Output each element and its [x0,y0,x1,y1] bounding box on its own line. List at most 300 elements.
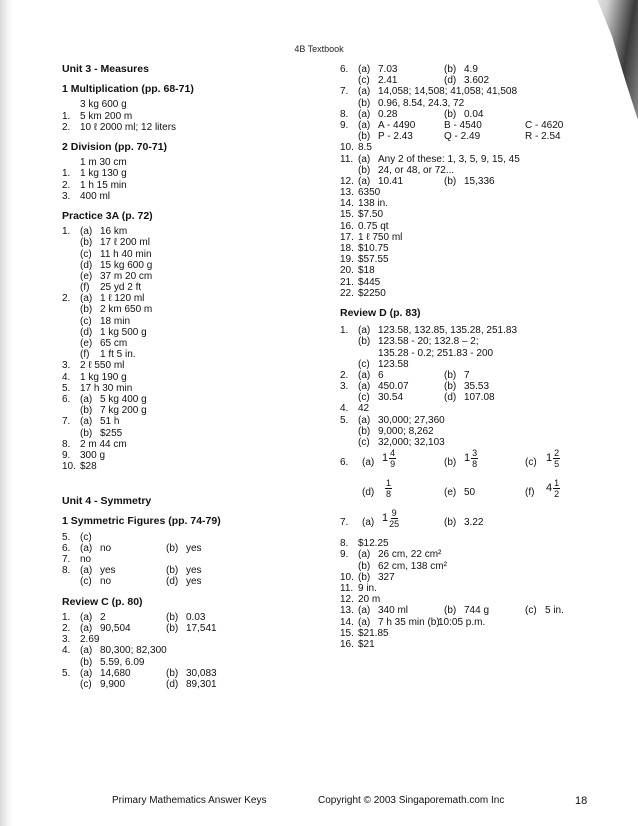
left-column [62,64,326,690]
item-number: 13. [340,605,354,617]
answer-text: 135.28 - 0.2; 251.83 - 200 [378,347,494,359]
fraction [471,448,478,469]
answer-line [340,325,620,336]
item-number: 10. [62,461,76,473]
item-number: 7. [340,517,349,529]
item-number: 14. [340,198,354,210]
fraction-whole: 4 [546,482,553,495]
answer-line [340,187,620,198]
answer-text: 1 kg 500 g [100,326,147,338]
part-label: (a) [358,325,371,337]
answer-line [62,612,326,623]
item-number: 1. [340,325,349,337]
answer-text: 17 ℓ 200 ml [100,237,150,249]
mixed-fraction [546,478,560,499]
part-label: (b) [358,560,371,572]
answer-text: 7 [464,369,470,381]
part-label: (b) [444,381,457,393]
mixed-fraction [382,508,399,529]
fraction-numerator: 1 [554,478,560,489]
right-column [340,64,620,650]
answer-text: 10.41 [378,175,404,187]
item-number: 8. [340,538,349,550]
answer-line [340,86,620,97]
answer-text: 30,000; 27,360 [378,414,445,426]
part-label: (b) [80,656,93,668]
part-label: (c) [80,315,92,327]
answer-text: Any 2 of these: 1, 3, 5, 9, 15, 45 [378,153,520,165]
answer-text: 2 m 44 cm [80,438,127,450]
answer-text: $21 [358,638,375,650]
part-label: (b) [444,175,457,187]
answer-text: 30,083 [186,667,217,679]
answer-line [340,98,620,109]
answer-line [340,617,620,628]
answer-line [340,64,620,75]
fraction-whole: 1 [382,512,389,525]
answer-line [62,372,326,383]
part-label: (b) [166,611,179,623]
answer-line-fractions [340,508,620,538]
answer-text: A - 4490 [378,119,416,131]
answer-text: yes [186,576,202,588]
answer-line [62,428,326,439]
answer-text: $445 [358,276,381,288]
fraction [389,508,399,529]
answer-line [340,221,620,232]
answer-line [340,243,620,254]
answer-text: 4.9 [464,64,478,75]
fraction-numerator: 9 [391,508,397,519]
item-number: 1. [62,168,71,180]
item-number: 4. [340,403,349,415]
answer-line [340,232,620,243]
answer-text: 7 kg 200 g [100,405,147,417]
answer-text: 9,900 [100,678,126,690]
answer-text: no [100,542,112,554]
part-label: (a) [80,622,93,634]
part-label: (f) [80,349,90,361]
part-label: (d) [80,326,93,338]
item-number: 11. [340,153,354,165]
answer-line [62,634,326,645]
item-number: 6. [62,542,71,554]
fraction-whole: 1 [382,452,389,465]
item-number: 6. [62,393,71,405]
part-label: 50 [464,487,476,499]
page-number: 18 [575,795,588,807]
part-label: (b) [80,237,93,249]
answer-line [340,198,620,209]
fraction-denominator: 8 [472,459,478,470]
item-number: 7. [340,86,349,98]
fraction-whole: 1 [464,452,471,465]
answer-text: C - 4620 [525,119,564,131]
answer-line [340,254,620,265]
answer-line [62,316,326,327]
answer-line [340,403,620,414]
answer-text: 0.75 qt [358,220,389,232]
part-label: (b) [358,131,371,143]
answer-text: 2.69 [80,634,100,646]
section-heading: Practice 3A (p. 72) [62,209,153,222]
item-number: 5. [62,382,71,394]
answer-text: yes [186,542,202,554]
fraction [553,448,560,469]
part-label: (a) [80,645,93,657]
answer-text: 744 g [464,605,490,617]
answer-text: $57.55 [358,254,389,266]
item-number: 2. [62,293,71,305]
answer-text: 9,000; 8,262 [378,425,434,437]
section-heading: Review D (p. 83) [340,306,421,319]
answer-line [340,359,620,370]
part-label: (c) [525,605,537,617]
item-number: 1. [62,110,71,122]
answer-text: 3.602 [464,75,490,87]
answer-text: 0.03 [186,611,206,623]
item-number: 2. [62,622,71,634]
part-label: (b) [166,565,179,577]
answer-text: 30.54 [378,392,404,404]
answer-line [62,304,326,315]
item-number: 10. [340,571,354,583]
fraction [389,448,396,469]
item-number: 10. [340,142,354,154]
part-label: (c) [525,457,537,469]
section-heading: Unit 4 - Symmetry [62,495,152,508]
answer-line [340,392,620,403]
section-heading: 1 Multiplication (pp. 68-71) [62,83,194,96]
item-number: 6. [340,64,349,75]
part-label: (c) [80,531,92,543]
answer-line [340,561,620,572]
answer-text: 10:05 p.m. [438,616,486,628]
answer-text: 6 [378,369,384,381]
part-label: (c) [358,392,370,404]
answer-text: 89,301 [186,678,217,690]
part-label: (c) [358,437,370,449]
answer-text: yes [186,565,202,577]
answer-line [62,271,326,282]
part-label: (c) [80,248,92,260]
item-number: 2. [62,121,71,133]
answer-line [62,450,326,461]
part-label: (b) [358,425,371,437]
answer-line [62,122,326,133]
answer-text: 24, or 48, or 72... [378,164,455,176]
part-label: (b) [166,622,179,634]
item-number: 15. [340,209,354,221]
item-number: 4. [62,371,71,383]
item-number: 9. [340,549,349,561]
answer-text: R - 2.54 [525,131,561,143]
answer-line [340,142,620,153]
answer-line [340,426,620,437]
answer-line [62,394,326,405]
answer-line [62,327,326,338]
part-label: (b) [80,405,93,417]
part-label: (a) [80,667,93,679]
answer-text: 450.07 [378,381,409,393]
answer-text: 17 h 30 min [80,382,133,394]
answer-text: 0.96, 8.54, 24.3, 72 [378,97,465,109]
item-number: 18. [340,243,354,254]
part-label: (a) [80,542,93,554]
answer-line [340,605,620,616]
answer-line [340,120,620,131]
answer-line [340,594,620,605]
item-number: 14. [340,616,354,628]
answer-text: 1 ft 5 in. [100,349,136,361]
answer-text: B - 4540 [444,119,482,131]
answer-text: $255 [100,427,123,439]
part-label: (c) [358,75,370,87]
answer-text: 5 kg 400 g [100,393,147,405]
item-number: 7. [62,554,71,566]
fraction [553,478,560,499]
part-label: (a) [362,457,375,469]
answer-text: 11 h 40 min [100,248,152,260]
answer-text: 327 [378,571,395,583]
answer-line [62,565,326,576]
answer-text: 10 ℓ 2000 ml; 12 liters [80,121,177,133]
answer-line [340,109,620,120]
item-number: 11. [340,582,354,594]
fraction-numerator: 1 [386,478,392,489]
item-number: 2. [62,179,71,191]
answer-text: 14,058; 14,508; 41,058; 41,508 [378,86,518,98]
part-label: (d) [80,259,93,271]
answer-text: $28 [80,461,97,473]
fraction-denominator: 8 [386,489,392,500]
answer-text: 20 m [358,594,381,606]
answer-line [62,576,326,587]
item-number: 16. [340,638,354,650]
answer-line [62,237,326,248]
mixed-fraction [546,448,560,469]
answer-text: 138 in. [358,198,389,210]
answer-text: 35.53 [464,381,490,393]
answer-line [62,532,326,543]
answer-line [62,111,326,122]
answer-line [340,583,620,594]
mixed-fraction [382,448,396,469]
answer-line [340,572,620,583]
part-label: (a) [362,517,375,529]
answer-text: 17,541 [186,622,217,634]
part-label: (e) [444,487,457,499]
answer-text: no [100,576,112,588]
item-number: 3. [62,190,71,202]
part-label: (c) [80,678,92,690]
item-number: 7. [62,416,71,428]
answer-text: P - 2.43 [378,131,413,143]
item-number: 3. [340,381,349,393]
answer-text: 1 kg 130 g [80,168,127,180]
answer-text: 3 kg 600 g [80,99,127,111]
item-number: 12. [340,594,354,606]
part-label: (a) [358,119,371,131]
answer-line [340,75,620,86]
answer-text: 400 ml [80,190,111,202]
answer-line [62,293,326,304]
answer-line [62,349,326,360]
page-shadow-edge [0,0,14,826]
answer-line [340,348,620,359]
answer-line [62,180,326,191]
answer-text: 2 km 650 m [100,304,153,316]
part-label: (a) [80,611,93,623]
answer-line [62,657,326,668]
answer-line [62,668,326,679]
fraction-numerator: 4 [390,448,396,459]
item-number: 3. [62,360,71,372]
answer-line [62,554,326,565]
answer-text: 340 ml [378,605,409,617]
fraction-denominator: 9 [390,459,396,470]
part-label: (b) [444,605,457,617]
answer-text: 5 km 200 m [80,110,133,122]
part-label: (b) [80,304,93,316]
item-number: 6. [340,457,349,469]
answer-text: 15 kg 600 g [100,259,153,271]
part-label: (b) [444,517,457,529]
answer-text: 9 in. [358,582,377,594]
answer-line [62,360,326,371]
section-heading: Review C (p. 80) [62,595,143,608]
answer-text: 107.08 [464,392,495,404]
part-label: (d) [444,75,457,87]
answer-line [62,249,326,260]
answer-text: 0.28 [378,108,398,120]
answer-line [340,131,620,142]
part-label: (f) [80,282,90,294]
answer-line [62,543,326,554]
answer-line [340,538,620,549]
item-number: 21. [340,276,354,288]
part-label: (d) [362,487,375,499]
item-number: 5. [62,667,71,679]
answer-text: 123.58, 132.85, 135.28, 251.83 [378,325,518,337]
answer-line [62,439,326,450]
part-label: (b) [358,164,371,176]
part-label: (a) [358,414,371,426]
part-label: (f) [525,487,535,499]
answer-text: 51 h [100,416,120,428]
part-label: (d) [166,678,179,690]
answer-line [340,415,620,426]
answer-line [340,165,620,176]
answer-line [340,209,620,220]
part-label: (b) [166,542,179,554]
answer-text: 1 ℓ 750 ml [358,231,403,243]
part-label: (a) [358,86,371,98]
item-number: 12. [340,175,354,187]
answer-text: no [80,554,92,566]
answer-line [340,639,620,650]
answer-line [340,277,620,288]
part-label: (b) [358,97,371,109]
part-label: (a) [358,64,371,75]
mixed-fraction [464,448,478,469]
item-number: 13. [340,187,354,199]
answer-line [340,288,620,299]
item-number: 4. [62,645,71,657]
answer-line [340,437,620,448]
answer-text: 26 cm, 22 cm² [378,549,442,561]
answer-text: 5.59, 6.09 [100,656,145,668]
item-number: 20. [340,265,354,277]
answer-text: 2.41 [378,75,398,87]
answer-line [340,154,620,165]
answer-line [62,416,326,427]
answer-text: 18 min [100,315,131,327]
answer-text: 14,680 [100,667,131,679]
fraction [385,478,392,499]
part-label: 3.22 [464,517,484,529]
part-label: (e) [80,270,93,282]
item-number: 5. [340,414,349,426]
part-label: (a) [358,605,371,617]
item-number: 3. [62,634,71,646]
answer-line [62,383,326,394]
answer-line [62,405,326,416]
answer-line [340,336,620,347]
item-number: 8. [340,108,349,120]
section-heading: 1 Symmetric Figures (pp. 74-79) [62,515,221,528]
fraction-denominator: 25 [389,519,400,530]
answer-text: $7.50 [358,209,384,221]
item-number: 22. [340,287,354,299]
answer-text: $18 [358,265,375,277]
part-label: (a) [358,175,371,187]
part-label: (b) [444,64,457,75]
answer-text: 62 cm, 138 cm² [378,560,447,572]
answer-text: 1 h 15 min [80,179,127,191]
item-number: 9. [62,449,71,461]
part-label: (b) [358,571,371,583]
answer-text: 0.04 [464,108,484,120]
part-label: (a) [358,153,371,165]
answer-text: 16 km [100,226,128,238]
fraction-whole: 1 [546,452,553,465]
part-label: (a) [80,393,93,405]
footer-title: Primary Mathematics Answer Keys [112,795,267,806]
fraction-numerator: 2 [554,448,560,459]
answer-line-fractions [340,448,620,478]
answer-text: 1 ℓ 120 ml [100,293,145,305]
answer-text: 80,300; 82,300 [100,645,167,657]
answer-line [62,679,326,690]
part-label: (a) [358,616,371,628]
item-number: 16. [340,220,354,232]
answer-text: 25 yd 2 ft [100,282,142,294]
answer-line [340,265,620,276]
answer-text: 32,000; 32,103 [378,437,445,449]
answer-line [340,549,620,560]
part-label: (b) [444,457,457,469]
answer-line [62,191,326,202]
item-number: 9. [340,119,349,131]
answer-text: $21.85 [358,627,389,639]
answer-text: yes [100,565,116,577]
part-label: (b) [80,427,93,439]
part-label: (d) [444,392,457,404]
answer-text: $10.75 [358,243,389,254]
part-label: (a) [80,416,93,428]
part-label: (a) [80,565,93,577]
